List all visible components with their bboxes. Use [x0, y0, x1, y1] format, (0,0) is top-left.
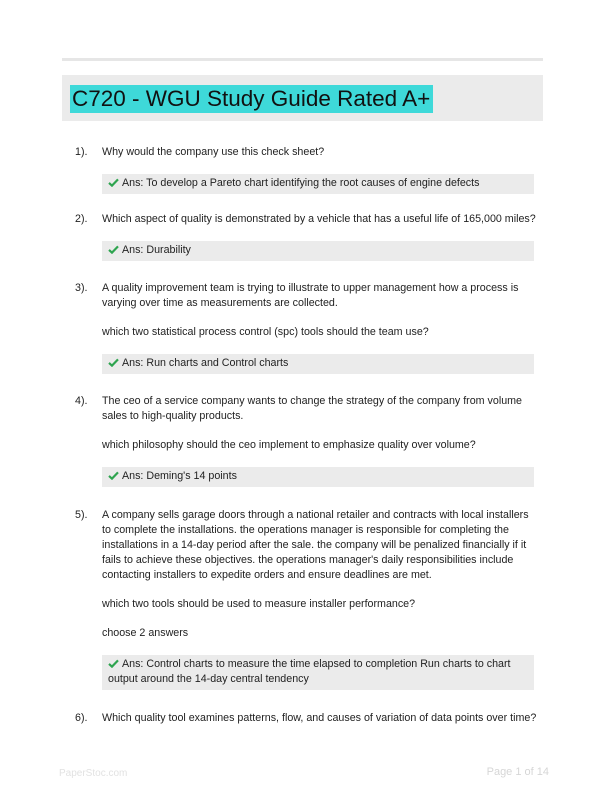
check-icon: [108, 659, 119, 668]
question-item: [75, 281, 537, 374]
question-text: Which quality tool examines patterns, flow, and causes of variation of data points over time?: [102, 712, 537, 724]
question-item: [75, 711, 537, 726]
title-box: [62, 75, 543, 121]
answer-box: [102, 174, 534, 194]
check-icon: [108, 471, 119, 480]
answer-box: [102, 655, 534, 690]
question-item: [75, 212, 537, 261]
question-number: 5).: [75, 509, 88, 521]
question-text: Why would the company use this check sheet?: [102, 146, 325, 158]
question-number: 3).: [75, 282, 88, 294]
answer-box: [102, 354, 534, 374]
question-number: 4).: [75, 395, 88, 407]
footer-watermark: PaperStoc.com: [59, 768, 128, 779]
question-text: A company sells garage doors through a national retailer and contracts with local installers to complete the installations. the operations manager is responsible for completing the installations in a 14-day period after the sale. the company will be penalized financially if it fails to achieve these objectives. the operations manager's daily responsibilities include contacting installers to expedite orders and ensure deadlines are met.: [102, 509, 529, 581]
check-icon: [108, 358, 119, 367]
question-text: choose 2 answers: [102, 627, 189, 639]
question-text: which philosophy should the ceo implement to emphasize quality over volume?: [102, 439, 476, 451]
answer-text: Ans: To develop a Pareto chart identifying the root causes of engine defects: [122, 177, 480, 189]
question-item: [75, 394, 537, 487]
answer-box: [102, 241, 534, 261]
question-number: 2).: [75, 213, 88, 225]
question-number: 1).: [75, 146, 88, 158]
question-item: [75, 508, 537, 690]
question-text: The ceo of a service company wants to change the strategy of the company from volume sales to high-quality products.: [102, 395, 522, 422]
answer-text: Ans: Control charts to measure the time elapsed to completion Run charts to chart output around the 14-day central tendency: [108, 658, 511, 685]
question-text: which two statistical process control (spc) tools should the team use?: [102, 326, 429, 338]
question-item: [75, 145, 537, 194]
question-text: A quality improvement team is trying to illustrate to upper management how a process is varying over time as measurements are collected.: [102, 282, 519, 309]
top-rule: [62, 58, 543, 61]
question-number: 6).: [75, 712, 88, 724]
check-icon: [108, 178, 119, 187]
question-text: Which aspect of quality is demonstrated by a vehicle that has a useful life of 165,000 miles?: [102, 213, 536, 225]
document-title: C720 - WGU Study Guide Rated A+: [70, 85, 433, 113]
check-icon: [108, 245, 119, 254]
answer-text: Ans: Durability: [122, 244, 191, 256]
question-text: which two tools should be used to measure installer performance?: [102, 598, 416, 610]
answer-text: Ans: Deming's 14 points: [122, 470, 237, 482]
page-number: Page 1 of 14: [486, 766, 549, 778]
answer-box: [102, 467, 534, 487]
answer-text: Ans: Run charts and Control charts: [122, 357, 289, 369]
